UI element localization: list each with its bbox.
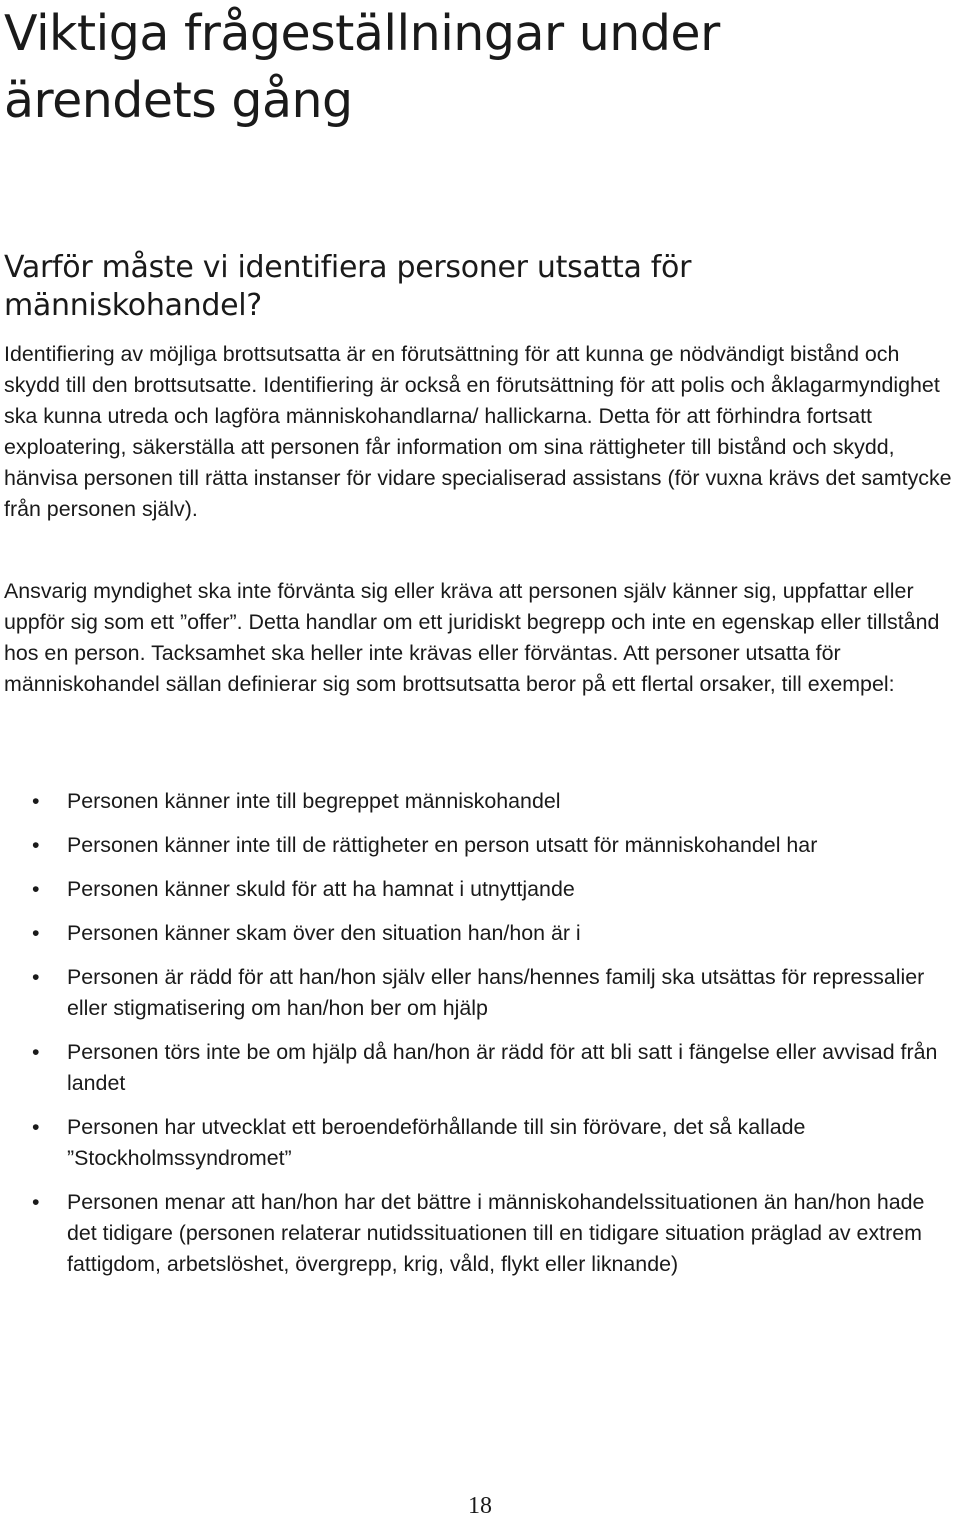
body-paragraph: Ansvarig myndighet ska inte förvänta sig eller kräva att personen själv känner sig, uppfattar eller uppför sig som ett ”offer”. Detta handlar om ett juridiskt begrepp och inte en egenskap eller tillstånd hos en person. Tacksamhet ska heller inte krävas eller förväntas. Att personer utsatta för människohandel sällan definierar sig som brottsutsatta beror på ett flertal orsaker, till exempel: [4,579,940,696]
bullet-icon: • [32,789,40,813]
list-item [0,1112,960,1174]
bullet-icon: • [32,1115,40,1139]
list-item [0,962,960,1024]
list-item [0,874,960,905]
bullet-icon: • [32,965,40,989]
list-item-text: Personen är rädd för att han/hon själv eller hans/hennes familj ska utsättas för repressalier eller stigmatisering om han/hon ber om hjälp [67,965,925,1020]
reasons-list [0,786,960,1293]
list-item [0,918,960,949]
list-item [0,1187,960,1280]
page-number: 18 [468,1493,492,1519]
bullet-icon: • [32,1190,40,1214]
list-item-text: Personen känner inte till de rättigheter en person utsatt för människohandel har [67,833,818,857]
list-item [0,830,960,861]
section-heading: Varför måste vi identifiera personer utsatta för människohandel? [4,250,692,323]
list-item-text: Personen känner skuld för att ha hamnat i utnyttjande [67,877,575,901]
list-item-text: Personen törs inte be om hjälp då han/hon är rädd för att bli satt i fängelse eller avvisad från landet [67,1040,938,1095]
list-item-text: Personen har utvecklat ett beroendeförhållande till sin förövare, det så kallade ”Stockholmssyndromet” [67,1115,806,1170]
list-item-text: Personen känner inte till begreppet människohandel [67,789,561,813]
list-item [0,1037,960,1099]
bullet-icon: • [32,833,40,857]
bullet-icon: • [32,921,40,945]
bullet-icon: • [32,1040,40,1064]
list-item [0,786,960,817]
page-title: Viktiga frågeställningar under ärendets gång [4,5,720,129]
bullet-icon: • [32,877,40,901]
body-paragraph: Identifiering av möjliga brottsutsatta är en förutsättning för att kunna ge nödvändigt bistånd och skydd till den brottsutsatte. Identifiering är också en förutsättning för att polis och åklagarmyndighet ska kunna utreda och lagföra människohandlarna/ hallickarna. Detta för att förhindra fortsatt exploatering, säkerställa att personen får information om sina rättigheter till bistånd och skydd, hänvisa personen till rätta instanser för vidare specialiserad assistans (för vuxna krävs det samtycke från personen själv). [4,342,952,521]
list-item-text: Personen känner skam över den situation han/hon är i [67,921,581,945]
list-item-text: Personen menar att han/hon har det bättre i människohandelssituationen än han/hon hade det tidigare (personen relaterar nutidssituationen till en tidigare situation präglad av extrem fattigdom, arbetslöshet, övergrepp, krig, våld, flykt eller liknande) [67,1190,925,1276]
